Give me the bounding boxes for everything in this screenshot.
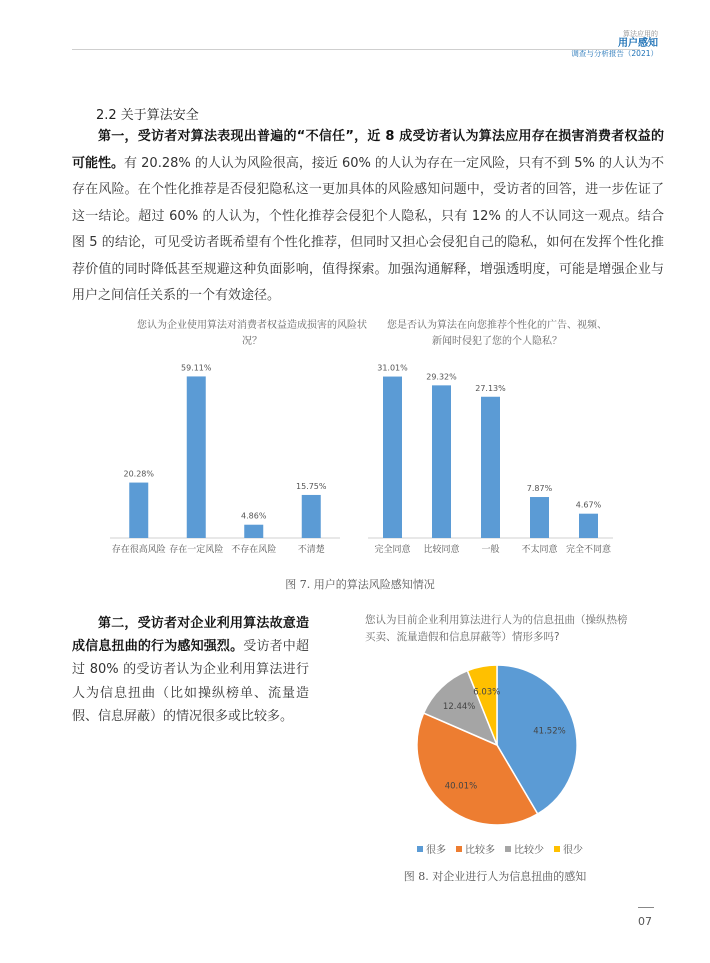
chart3-svg xyxy=(405,655,595,835)
legend-item xyxy=(417,841,446,856)
pie-data-label: 6.03% xyxy=(473,687,501,698)
chart1-bar xyxy=(244,525,263,538)
page-number: 07 xyxy=(638,915,652,928)
legend-label: 比较少 xyxy=(514,845,544,856)
chart1-title: 您认为企业使用算法对消费者权益造成损害的风险状况？ xyxy=(137,320,367,347)
paragraph-2-lead: 第二，受访者对企业利用算法故意造成信息扭曲的行为感知强烈。 xyxy=(72,616,309,655)
chart1-bar xyxy=(129,483,148,538)
chart2-bar xyxy=(530,497,549,538)
chart1-category-label: 不清楚 xyxy=(297,545,325,555)
legend-swatch xyxy=(505,846,511,852)
chart2-data-label: 4.67% xyxy=(575,500,602,510)
chart1-category-label: 存在很高风险 xyxy=(111,545,166,555)
chart1-svg xyxy=(110,360,360,565)
paragraph-2 xyxy=(72,612,309,728)
chart1-category-label: 不存在风险 xyxy=(231,545,277,555)
chart2-data-label: 7.87% xyxy=(526,484,553,494)
chart2-bar xyxy=(383,377,402,538)
page-number-rule xyxy=(638,907,654,908)
chart1-bar xyxy=(302,495,321,538)
running-header xyxy=(571,30,658,58)
chart1-data-label: 20.28% xyxy=(123,469,155,479)
chart2-title: 您是否认为算法在向您推荐个性化的广告、视频、新闻时侵犯了您的个人隐私？ xyxy=(387,320,607,347)
chart2-bar xyxy=(432,385,451,538)
chart1-data-label: 15.75% xyxy=(295,481,327,491)
chart1-data-label: 4.86% xyxy=(241,511,267,521)
legend-label: 很多 xyxy=(426,845,446,856)
chart3-title: 您认为目前企业利用算法进行人为的信息扭曲（操纵热榜买卖、流量造假和信息屏蔽等）情形多吗? xyxy=(365,614,628,643)
legend-swatch xyxy=(417,846,423,852)
legend-item xyxy=(456,841,495,856)
chart2-category-label: 不太同意 xyxy=(521,545,558,555)
paragraph-1 xyxy=(72,124,664,310)
header-divider xyxy=(72,49,640,50)
paragraph-2-text: 受访者中超过 80% 的受访者认为企业利用算法进行人为信息扭曲（比如操纵榜单、流量造假、信息屏蔽）的情况很多或比较多。 xyxy=(72,639,309,724)
legend-swatch xyxy=(554,846,560,852)
legend-label: 比较多 xyxy=(465,845,495,856)
pie-data-label: 40.01% xyxy=(444,781,478,792)
section-title: 2.2 关于算法安全 xyxy=(96,108,199,123)
legend-swatch xyxy=(456,846,462,852)
chart2-data-label: 31.01% xyxy=(377,363,408,373)
chart2-category-label: 完全同意 xyxy=(374,545,411,555)
paragraph-1-text: 有 20.28% 的人认为风险很高，接近 60% 的人认为存在一定风险，只有不到 5% 的人认为不存在风险。在个性化推荐是否侵犯隐私这一更加具体的风险感知问题中，受访者的回答，进一步佐证了这一结论。超过 60% 的人认为，个性化推荐会侵犯个人隐私，只有 12% 的人不认同这一观点。结合图 5 的结论，可见受访者既希望有个性化推荐，但同时又担心会侵犯自己的隐私，如何在发挥个性化推荐价值的同时降低甚至规避这种负面影响，值得探索。加强沟通解释，增强透明度，可能是增强企业与用户之间信任关系的一个有效途径。 xyxy=(72,155,664,303)
chart2-category-label: 完全不同意 xyxy=(565,545,612,555)
chart2-data-label: 29.32% xyxy=(426,372,457,382)
figure8-caption: 图 8. 对企业进行人为信息扭曲的感知 xyxy=(403,870,587,883)
chart1-data-label: 59.11% xyxy=(180,363,212,373)
chart2-category-label: 比较同意 xyxy=(423,545,460,555)
pie-data-label: 41.52% xyxy=(533,726,566,737)
figure7-caption: 图 7. 用户的算法风险感知情况 xyxy=(285,578,435,591)
chart1-bar xyxy=(187,376,206,538)
legend-label: 很少 xyxy=(563,845,583,856)
pie-legend xyxy=(410,841,590,856)
header-line3: 调查与分析报告（2021） xyxy=(571,48,658,58)
legend-item xyxy=(505,841,544,856)
header-line2: 用户感知 xyxy=(618,38,658,50)
chart2-data-label: 27.13% xyxy=(475,383,506,393)
chart1-category-label: 存在一定风险 xyxy=(169,545,224,555)
chart2-bar xyxy=(481,397,500,538)
chart2-category-label: 一般 xyxy=(481,545,500,555)
header-line1: 算法应用的 xyxy=(623,30,658,38)
chart2-svg xyxy=(368,360,628,565)
chart2-bar xyxy=(579,514,598,538)
legend-item xyxy=(554,841,583,856)
pie-data-label: 12.44% xyxy=(442,701,476,712)
paragraph-1-lead: 第一，受访者对算法表现出普遍的“不信任”，近 8 成受访者认为算法应用存在损害消费者权益的可能性。 xyxy=(72,129,664,171)
